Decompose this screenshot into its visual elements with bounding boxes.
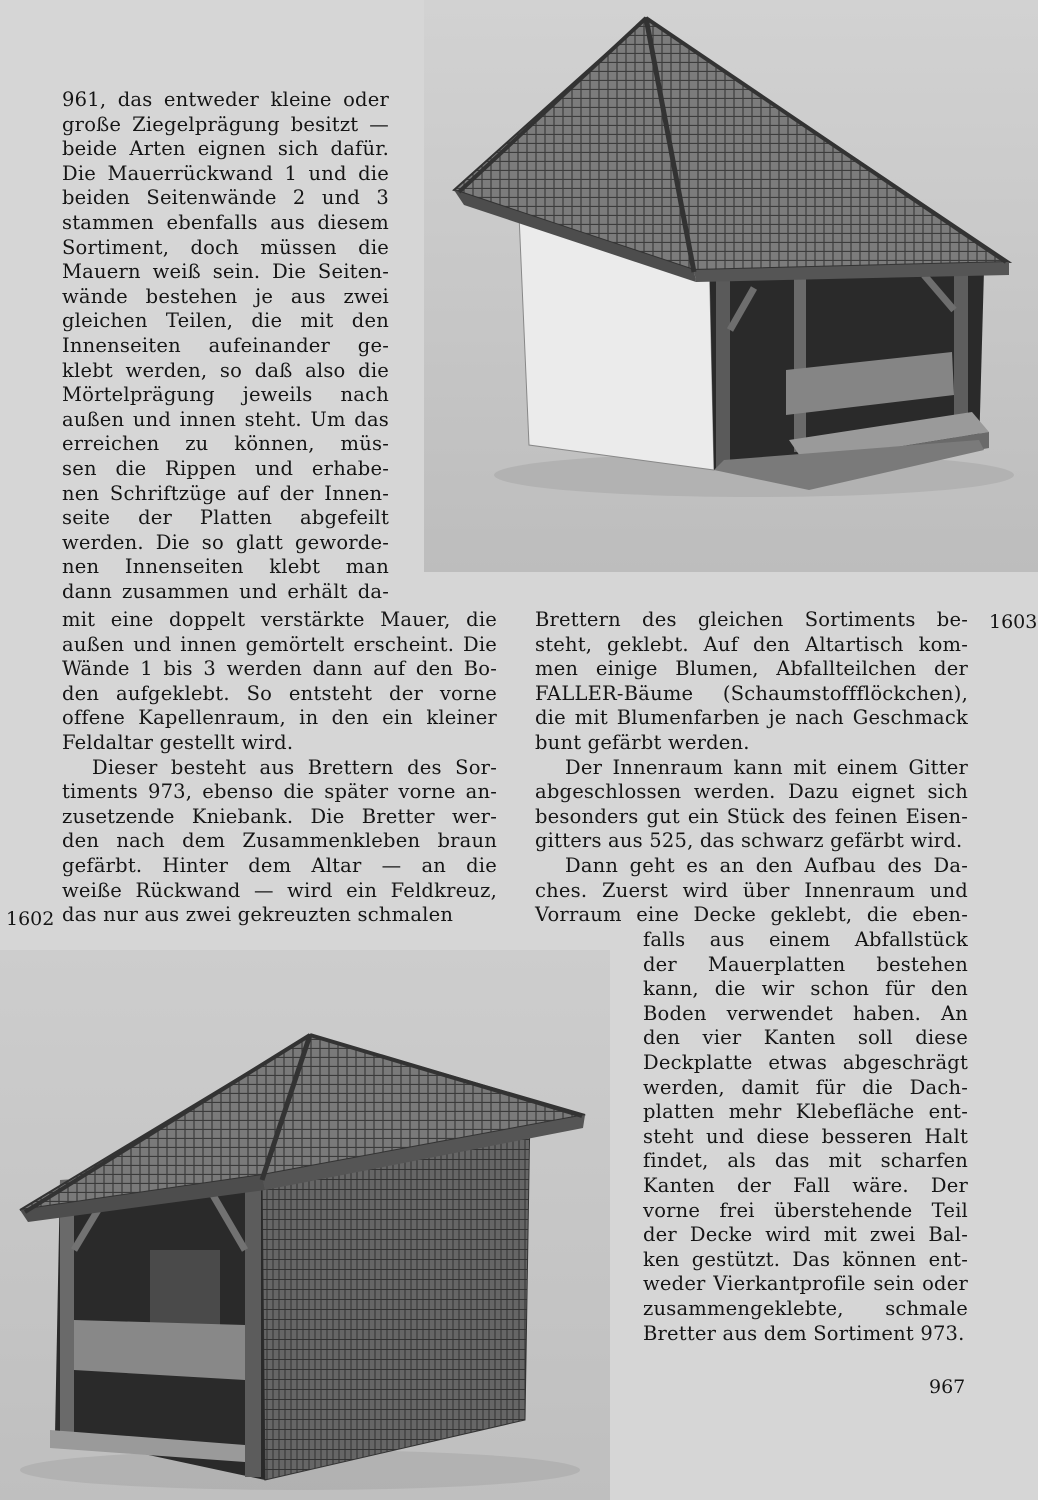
text-line: die mit Blumenfarben je nach Geschmack: [535, 706, 968, 730]
text-line: Mauern weiß sein. Die Seiten-: [62, 260, 389, 284]
text-column-right: [535, 608, 968, 928]
text-line: wände bestehen je aus zwei: [62, 284, 389, 308]
text-line: Brettern des gleichen Sortiments be-: [535, 608, 968, 631]
text-line: vorne frei überstehende Teil: [643, 1198, 968, 1222]
text-line: Der Innenraum kann mit einem Gitter: [565, 755, 968, 779]
text-line: bunt gefärbt werden.: [535, 730, 750, 754]
text-line: werden, damit für die Dach-: [643, 1075, 968, 1099]
text-line: gitters aus 525, das schwarz gefärbt wird.: [535, 829, 963, 853]
text-line: 961, das entweder kleine oder: [62, 88, 389, 111]
text-line: außen und innen steht. Um das: [62, 407, 389, 431]
text-line: Wände 1 bis 3 werden dann auf den Bo-: [62, 657, 497, 681]
text-line: beiden Seitenwände 2 und 3: [62, 186, 389, 210]
text-line: nen Innenseiten klebt man: [62, 555, 389, 579]
text-line: offene Kapellenraum, in den ein kleiner: [62, 706, 497, 730]
text-line: der Mauerplatten bestehen: [643, 952, 968, 976]
text-line: besonders gut ein Stück des feinen Eisen-: [535, 804, 968, 828]
text-line: außen und innen gemörtelt erscheint. Die: [62, 632, 497, 656]
text-line: erreichen zu können, müs-: [62, 432, 389, 456]
text-line: dann zusammen und erhält da-: [62, 579, 389, 603]
text-column-left: [62, 608, 497, 928]
text-line: beide Arten eignen sich dafür.: [62, 137, 389, 161]
text-line: klebt werden, so daß also die: [62, 358, 389, 382]
text-line: stammen ebenfalls aus diesem: [62, 210, 389, 234]
text-line: Bretter aus dem Sortiment 973.: [643, 1321, 965, 1345]
text-line: platten mehr Klebefläche ent-: [643, 1100, 968, 1124]
figure-number-1602: 1602: [6, 908, 55, 930]
text-line: Boden verwendet haben. An: [643, 1001, 968, 1025]
text-line: nen Schriftzüge auf der Innen-: [62, 481, 389, 505]
figure-number-1603: 1603: [989, 611, 1038, 633]
text-line: timents 973, ebenso die später vorne an-: [62, 780, 497, 804]
text-line: sen die Rippen und erhabe-: [62, 456, 389, 480]
text-line: zusammengeklebte, schmale: [643, 1296, 968, 1320]
text-line: den nach dem Zusammenkleben braun: [62, 829, 497, 853]
text-line: FALLER-Bäume (Schaumstoffflöckchen),: [535, 681, 968, 705]
text-line: Vorraum eine Decke geklebt, die eben-: [535, 903, 968, 927]
text-line: kann, die wir schon für den: [643, 977, 968, 1001]
text-line: mit eine doppelt verstärkte Mauer, die: [62, 608, 497, 631]
text-column-bottom: [643, 928, 968, 1346]
text-line: ches. Zuerst wird über Innenraum und: [535, 878, 968, 902]
text-line: weiße Rückwand — wird ein Feldkreuz,: [62, 878, 497, 902]
text-column-top: [62, 88, 389, 604]
text-line: weder Vierkantprofile sein oder: [643, 1272, 968, 1296]
text-line: steht und diese besseren Halt: [643, 1124, 968, 1148]
text-line: werden. Die so glatt geworde-: [62, 530, 389, 554]
text-line: ken gestützt. Das können ent-: [643, 1247, 968, 1271]
text-line: findet, als das mit scharfen: [643, 1149, 968, 1173]
text-line: Innenseiten aufeinander ge-: [62, 333, 389, 357]
text-line: große Ziegelprägung besitzt —: [62, 112, 389, 136]
text-line: das nur aus zwei gekreuzten schmalen: [62, 903, 454, 927]
text-line: seite der Platten abgefeilt: [62, 506, 389, 530]
text-line: gefärbt. Hinter dem Altar — an die: [62, 853, 497, 877]
text-line: gleichen Teilen, die mit den: [62, 309, 389, 333]
text-line: den aufgeklebt. So entsteht der vorne: [62, 681, 497, 705]
text-line: falls aus einem Abfallstück: [643, 928, 968, 951]
text-line: Feldaltar gestellt wird.: [62, 730, 294, 754]
text-line: Dann geht es an den Aufbau des Da-: [565, 853, 968, 877]
photo-shelter-white-walls: [424, 0, 1038, 572]
text-line: zusetzende Kniebank. Die Bretter wer-: [62, 804, 497, 828]
text-line: Die Mauerrückwand 1 und die: [62, 161, 389, 185]
text-line: Dieser besteht aus Brettern des Sor-: [92, 755, 497, 779]
page-number: 967: [929, 1376, 966, 1398]
text-line: steht, geklebt. Auf den Altartisch kom-: [535, 632, 968, 656]
text-line: men einige Blumen, Abfallteilchen der: [535, 657, 968, 681]
text-line: Sortiment, doch müssen die: [62, 235, 389, 259]
text-line: abgeschlossen werden. Dazu eignet sich: [535, 780, 968, 804]
text-line: Deckplatte etwas abgeschrägt: [643, 1050, 968, 1074]
text-line: Mörtelprägung jeweils nach: [62, 383, 389, 407]
text-line: der Decke wird mit zwei Bal-: [643, 1223, 968, 1247]
text-line: Kanten der Fall wäre. Der: [643, 1173, 968, 1197]
photo-shelter-shingled-walls: [0, 950, 610, 1500]
text-line: den vier Kanten soll diese: [643, 1026, 968, 1050]
